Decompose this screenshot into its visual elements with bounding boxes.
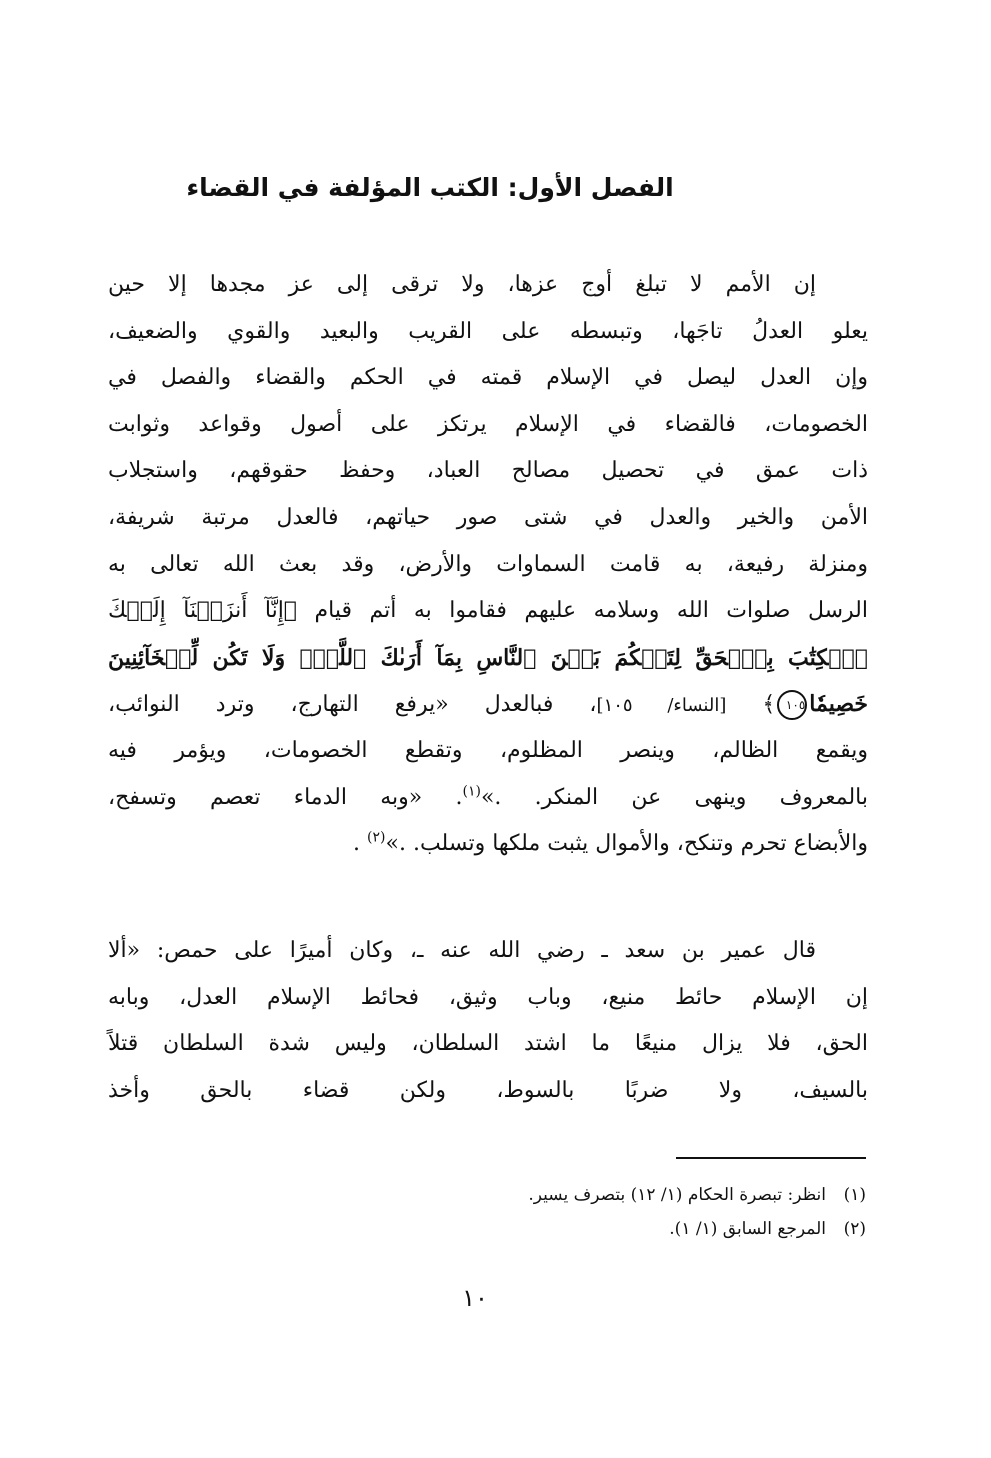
- footnote-text: انظر: تبصرة الحكام (١/ ١٢) بتصرف يسير.: [528, 1185, 826, 1205]
- text-line: الرسل صلوات الله وسلامه عليهم فقاموا به أتم قيام ﴿إِنَّآ أَنزَلۡنَآ إِلَيۡكَ: [108, 598, 868, 624]
- punctuation: .: [422, 784, 463, 810]
- footnote-item: [300, 1178, 866, 1212]
- text-line: إن الإسلام حائط منيع، وباب وثيق، فحائط الإسلام العدل، وبابه: [108, 984, 868, 1010]
- text-line: [108, 775, 868, 822]
- text-segment: «وبه الدماء تعصم وتسفح،: [108, 784, 423, 810]
- text-segment: والأبضاع تحرم وتنكح، والأموال يثبت ملكها وتسلب. .»: [385, 831, 868, 857]
- quran-end-word: خَصِيمٗا: [809, 691, 869, 718]
- paragraph-intro: [108, 262, 868, 868]
- text-line-tail: ، فبالعدل «يرفع التهارج، وترد النوائب،: [108, 692, 597, 718]
- footnote-number: (٢): [843, 1219, 866, 1239]
- quran-closing-line: [108, 681, 868, 728]
- text-line: قال عمير بن سعد ـ رضي الله عنه ـ، وكان أميرًا على حمص: «ألا: [108, 938, 816, 963]
- quran-reference: [النساء/ ١٠٥]: [596, 695, 727, 717]
- text-line: يعلو العدلُ تاجَها، وتبسطه على القريب والبعيد والقوي والضعيف،: [108, 318, 868, 344]
- text-segment: بالمعروف وينهى عن المنكر. .»: [480, 784, 869, 810]
- quran-verse-line: ٱلۡكِتَٰبَ بِٱلۡحَقِّ لِتَحۡكُمَ بَيۡنَ ٱلنَّاسِ بِمَآ أَرَىٰكَ ٱللَّهُۚ وَلَا تَكُن لِّلۡخَآئِنِينَ: [108, 644, 868, 671]
- footnote-number: (١): [843, 1185, 866, 1205]
- text-line: بالسيف، ولا ضربًا بالسوط، ولكن قضاء بالحق وأخذ: [108, 1077, 868, 1103]
- page-number: ١٠: [462, 1284, 488, 1312]
- text-line: وإن العدل ليصل في الإسلام قمته في الحكم والقضاء والفصل في: [108, 365, 868, 391]
- text-line: إن الأمم لا تبلغ أوج عزها، ولا ترقى إلى عز مجدها إلا حين: [108, 272, 816, 297]
- footnote-marker: (١): [462, 783, 481, 800]
- text-line: الحق، فلا يزال منيعًا ما اشتد السلطان، وليس شدة السلطان قتلاً: [108, 1031, 868, 1057]
- text-line: ويقمع الظالم، وينصر المظلوم، وتقطع الخصومات، ويؤمر فيه: [108, 737, 868, 763]
- footnote-marker: (٢): [367, 829, 386, 846]
- text-line: [108, 821, 868, 868]
- paragraph-quote: [108, 928, 868, 1114]
- footnotes: [300, 1178, 866, 1246]
- footnote-item: [300, 1212, 866, 1246]
- text-line: ذات عمق في تحصيل مصالح العباد، وحفظ حقوقهم، واستجلاب: [108, 458, 868, 484]
- quran-close-bracket: ﴾: [726, 692, 776, 718]
- text-line: الخصومات، فالقضاء في الإسلام يرتكز على أصول وقواعد وثوابت: [108, 411, 868, 437]
- footnote-divider: [676, 1157, 866, 1159]
- text-line: الأمن والخير والعدل في شتى صور حياتهم، فالعدل مرتبة شريفة،: [108, 504, 868, 530]
- ayah-number-mark: ١٠٥: [777, 690, 807, 720]
- footnote-text: المرجع السابق (١/ ١).: [669, 1219, 826, 1239]
- text-line: ومنزلة رفيعة، به قامت السماوات والأرض، وقد بعث الله تعالى به: [108, 551, 868, 577]
- chapter-title: الفصل الأول: الكتب المؤلفة في القضاء: [186, 173, 674, 202]
- punctuation: .: [353, 831, 368, 857]
